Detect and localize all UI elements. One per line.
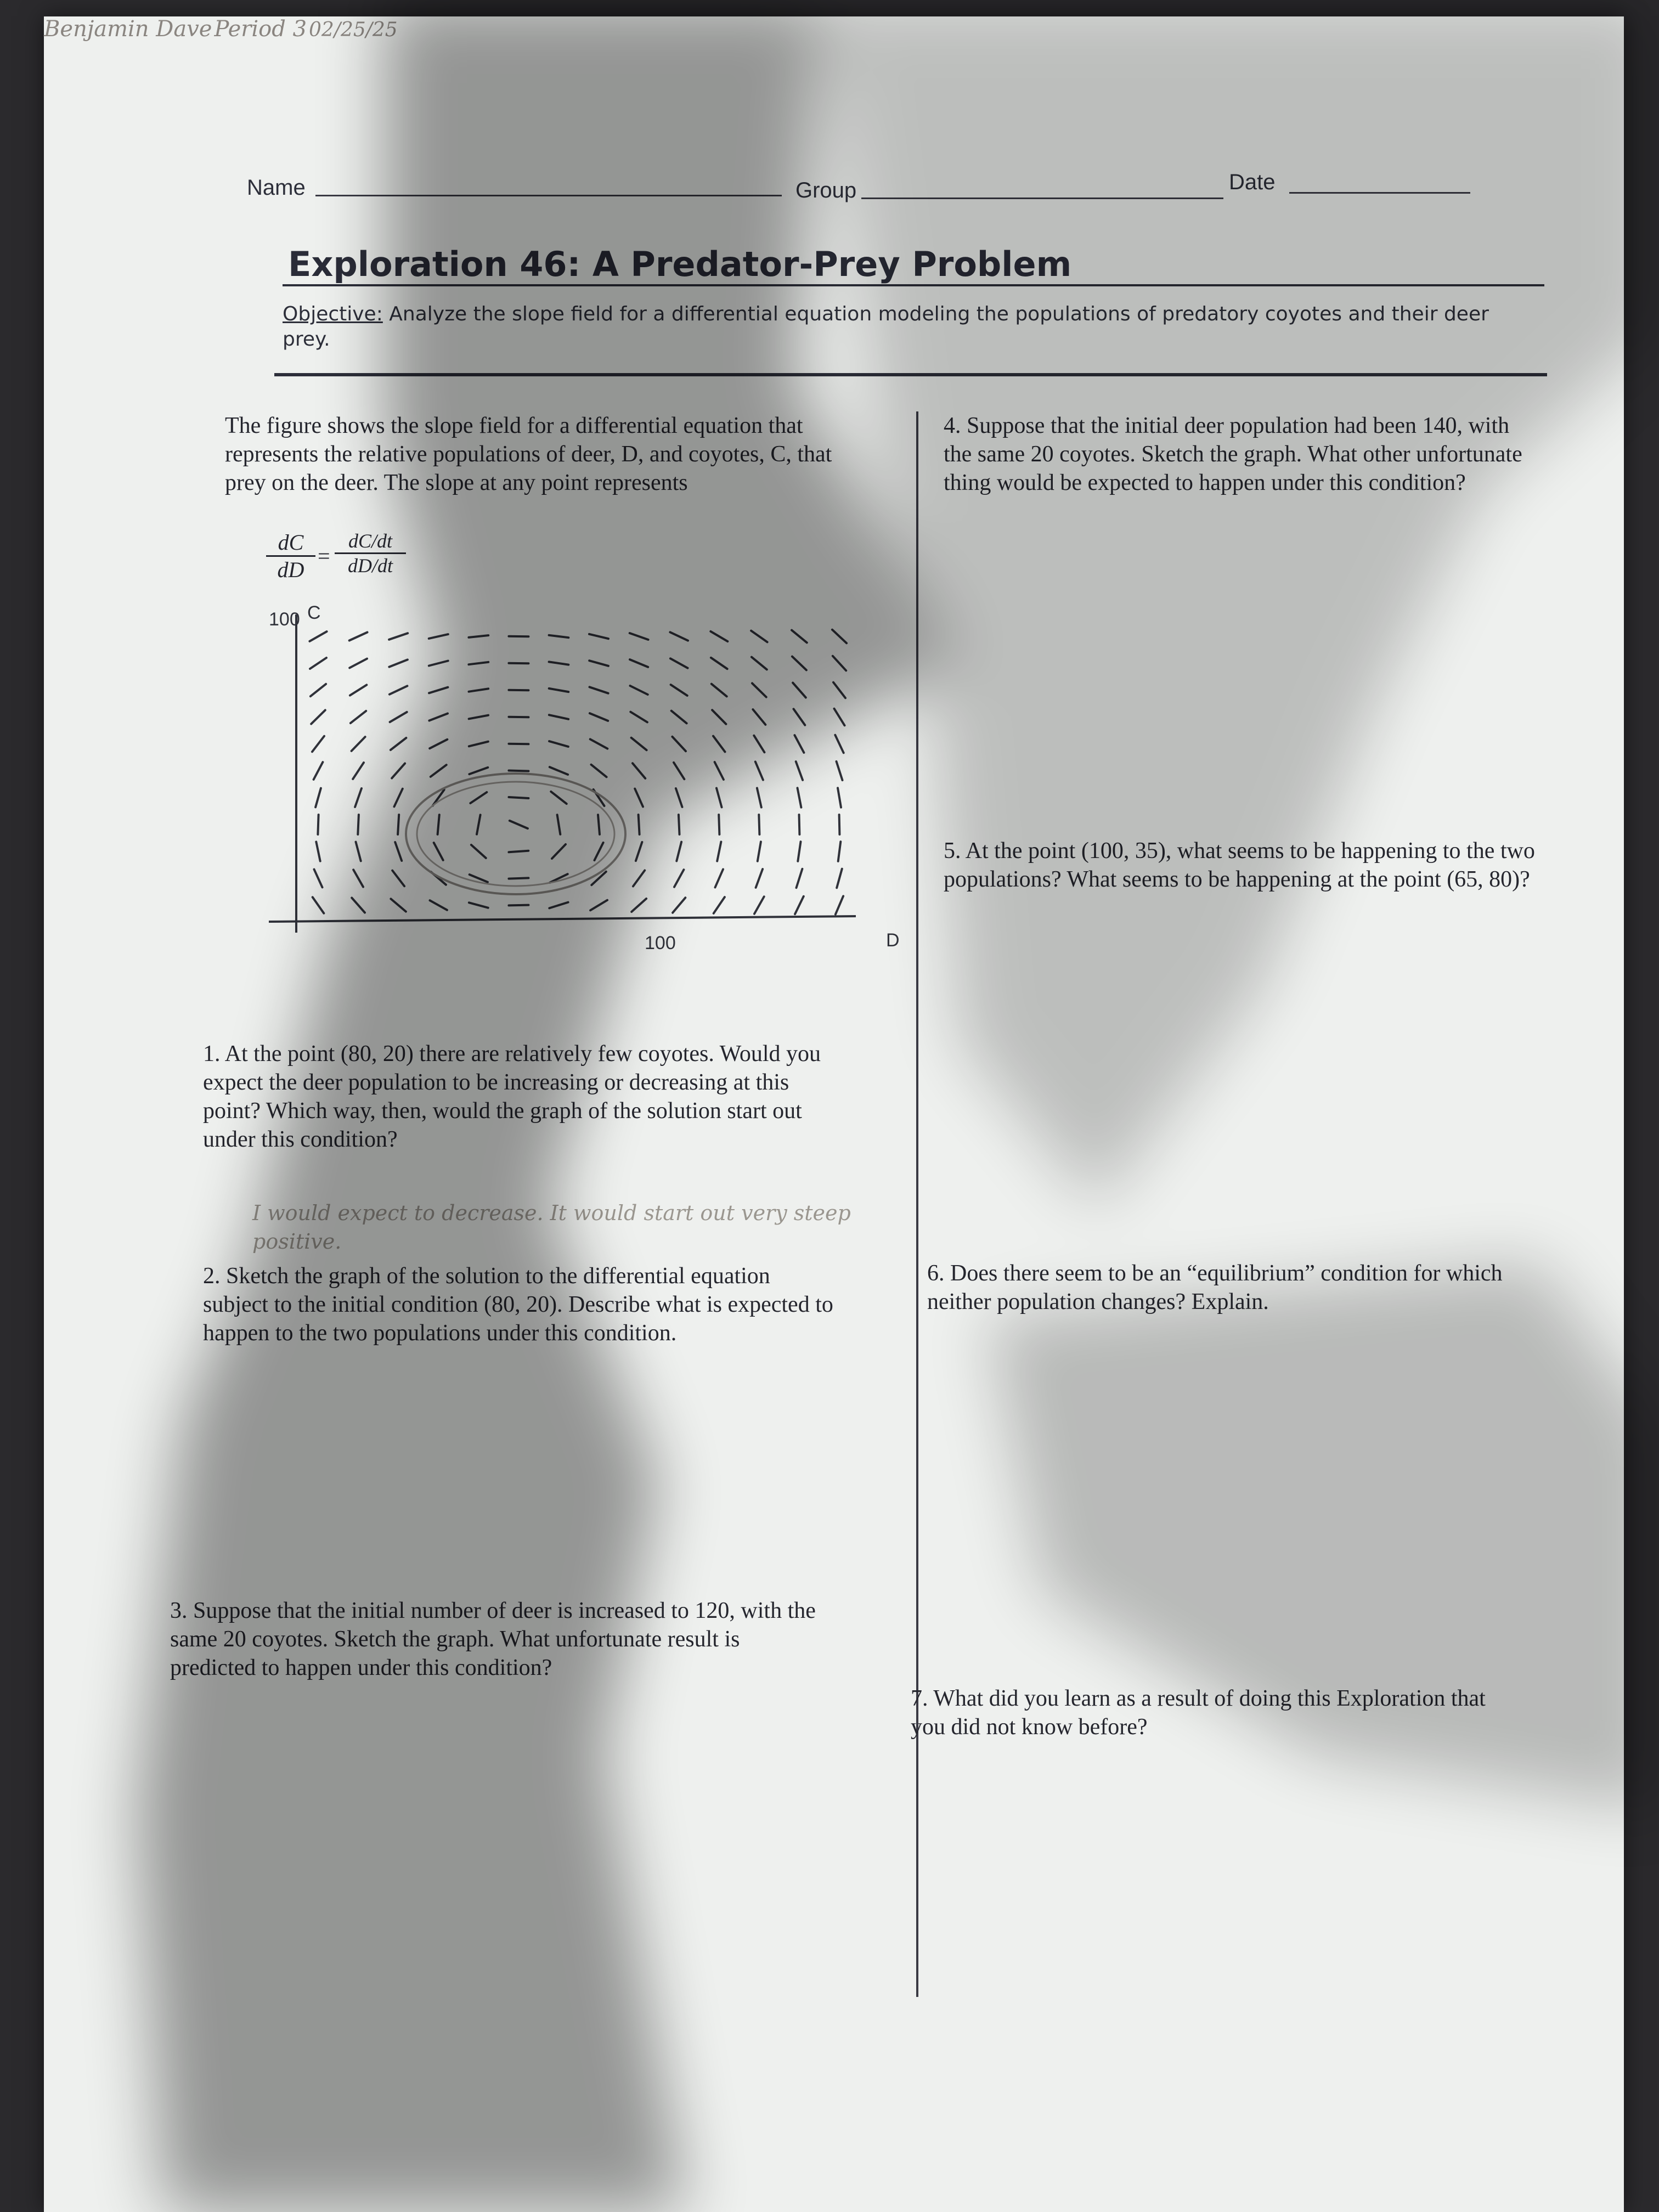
slope-mark <box>469 635 488 637</box>
slope-mark <box>715 870 724 888</box>
slope-mark <box>351 711 366 723</box>
slope-mark <box>469 689 489 691</box>
slope-mark <box>477 815 481 834</box>
slope-mark <box>355 788 362 807</box>
slope-mark <box>630 686 648 695</box>
slope-mark <box>311 710 325 724</box>
slope-mark <box>352 737 365 751</box>
slope-field-marks <box>309 630 847 915</box>
slope-mark <box>434 843 443 860</box>
slope-mark <box>717 842 721 861</box>
slope-mark <box>836 896 843 914</box>
slope-mark <box>549 902 568 909</box>
slope-mark <box>438 815 439 834</box>
slope-mark <box>391 738 407 750</box>
slope-mark <box>509 717 528 718</box>
slope-mark <box>674 763 684 779</box>
question-3: 3. Suppose that the initial number of deer is increased to 120, with the same 20 coyotes. Sketch the graph. What unfortunate result is predicted to happen under this condition? <box>170 1598 816 1680</box>
slope-mark <box>758 842 761 861</box>
slope-mark <box>796 761 803 780</box>
slope-mark <box>837 869 842 888</box>
question-1-answer: I would expect to decrease. It would start out very steep positive. <box>252 1201 851 1254</box>
slope-mark <box>636 842 642 861</box>
slope-mark <box>753 709 765 725</box>
slope-mark <box>838 842 841 861</box>
objective <box>283 302 1489 352</box>
slope-mark <box>430 900 447 910</box>
slope-mark <box>837 761 843 780</box>
slope-mark <box>549 715 568 719</box>
formula-rhs-num: dC/dt <box>335 529 406 554</box>
slope-mark <box>754 736 764 753</box>
slope-mark <box>679 815 680 834</box>
slope-mark <box>309 631 326 641</box>
y-tick-100: 100 <box>269 609 300 630</box>
slope-mark <box>833 682 845 698</box>
formula-rhs-den: dD/dt <box>347 555 393 577</box>
column-divider <box>916 411 918 1997</box>
question-2: 2. Sketch the graph of the solution to the differential equation subject to the initial condition (80, 20). Describe what is expected to happen to the two populations under this condition. <box>203 1263 833 1346</box>
slope-mark <box>391 899 406 911</box>
sketched-cycle-curve <box>406 774 625 894</box>
slope-mark <box>714 897 725 913</box>
slope-mark <box>834 709 845 726</box>
question-6: 6. Does there seem to be an “equilibrium” condition for which neither population changes? Explain. <box>927 1261 1503 1314</box>
date-value: 02/25/25 <box>309 19 398 41</box>
slope-mark <box>469 715 488 719</box>
slope-mark <box>394 789 403 807</box>
slope-mark <box>674 870 684 887</box>
slope-mark <box>353 870 363 887</box>
slope-mark <box>470 792 487 803</box>
slope-mark <box>352 898 365 913</box>
slope-mark <box>358 815 359 834</box>
slope-mark <box>792 630 807 643</box>
slope-mark <box>350 685 366 695</box>
question-7: 7. What did you learn as a result of doing this Exploration that you did not know before? <box>911 1686 1486 1740</box>
slope-mark <box>754 896 764 913</box>
objective-text: Analyze the slope field for a differential equation modeling the populations of predatory coyotes and their deer prey. <box>283 303 1489 351</box>
slope-mark <box>429 714 448 721</box>
slope-mark <box>673 898 685 912</box>
slope-mark <box>590 687 608 693</box>
slope-mark <box>630 712 647 723</box>
slope-mark <box>798 788 802 807</box>
slope-mark <box>353 763 364 779</box>
slope-mark <box>832 630 847 644</box>
objective-label: Objective: <box>283 303 383 325</box>
slope-mark <box>635 789 643 807</box>
slope-mark <box>715 762 724 780</box>
slope-mark <box>392 764 405 778</box>
slope-mark <box>591 765 607 777</box>
slope-mark <box>670 632 688 640</box>
date-line <box>1289 192 1470 194</box>
slope-mark <box>795 896 804 914</box>
slope-mark <box>631 899 646 912</box>
slope-mark <box>429 661 448 666</box>
slope-mark <box>713 736 725 752</box>
slope-mark <box>557 815 561 834</box>
question-1: 1. At the point (80, 20) there are relatively few coyotes. Would you expect the deer population to be increasing or decreasing at this point? Which way, then, would the graph of the solution start out under this condition? <box>203 1041 821 1152</box>
slope-mark <box>631 738 647 751</box>
slope-mark <box>552 844 566 859</box>
slope-mark <box>589 634 608 639</box>
page-title: Exploration 46: A Predator-Prey Problem <box>288 244 1072 284</box>
slope-mark <box>349 633 368 641</box>
slope-mark <box>390 686 408 694</box>
slope-mark <box>839 815 840 834</box>
slope-mark <box>676 842 681 861</box>
slope-mark <box>670 658 688 668</box>
slope-mark <box>755 761 763 780</box>
slope-mark <box>429 634 448 639</box>
objective-rule <box>274 373 1547 376</box>
slope-mark <box>835 735 843 753</box>
name-label: Name <box>247 176 306 200</box>
slope-mark <box>549 689 568 692</box>
slope-mark <box>549 635 569 637</box>
slope-mark <box>469 662 488 664</box>
slope-mark <box>671 685 687 696</box>
slope-mark <box>672 737 686 751</box>
slope-mark <box>392 871 404 887</box>
formula-lhs-num: dC <box>266 529 315 557</box>
slope-mark <box>390 712 407 722</box>
slope-mark <box>710 631 727 641</box>
slope-mark <box>389 659 408 667</box>
slope-mark <box>471 845 486 858</box>
intro-text: The figure shows the slope field for a differential equation that represents the relative populations of deer, D, and coyotes, C, that prey on the deer. The slope at any point represents <box>225 413 832 495</box>
slope-mark <box>792 657 806 670</box>
slope-mark <box>349 659 367 668</box>
slope-mark <box>469 742 488 747</box>
slope-mark <box>509 905 528 906</box>
slope-mark <box>639 815 640 834</box>
slope-mark <box>314 870 323 888</box>
slope-mark <box>797 869 803 888</box>
slope-mark <box>794 735 804 753</box>
slope-mark <box>716 788 722 808</box>
formula-equals: = <box>316 544 331 568</box>
slope-mark <box>469 768 488 774</box>
slope-mark <box>431 765 447 777</box>
slope-mark <box>398 815 399 834</box>
slope-mark <box>630 659 648 667</box>
formula-lhs-den: dD <box>277 557 304 582</box>
slope-mark <box>799 815 800 834</box>
group-line <box>861 198 1223 199</box>
slope-mark <box>590 713 608 721</box>
slope-mark <box>551 792 566 804</box>
group-value: Period 3 <box>214 16 307 42</box>
slope-mark <box>757 788 761 807</box>
slope-mark <box>630 633 648 640</box>
slope-mark <box>510 821 528 828</box>
slope-mark <box>711 658 727 669</box>
slope-mark <box>712 684 727 697</box>
slope-mark <box>589 661 608 666</box>
slope-mark <box>310 658 326 669</box>
formula-rhs <box>335 529 406 577</box>
slope-mark <box>312 736 324 752</box>
slope-mark <box>315 788 321 808</box>
y-axis-label: C <box>307 602 321 623</box>
slope-mark <box>794 709 805 725</box>
date-label: Date <box>1229 170 1276 194</box>
question-5: 5. At the point (100, 35), what seems to be happening to the two populations? What seems to be happening at the point (65, 80)? <box>944 838 1535 892</box>
slope-mark <box>833 656 846 671</box>
name-value: Benjamin Dave <box>44 16 212 42</box>
slope-mark <box>756 869 763 888</box>
slope-mark <box>672 711 687 724</box>
slope-mark <box>429 687 448 693</box>
slope-field-graph <box>208 592 911 1004</box>
slope-mark <box>550 767 568 775</box>
formula-lhs <box>266 529 315 583</box>
worksheet-page <box>44 16 1624 2212</box>
slope-mark <box>389 633 408 640</box>
slope-mark <box>316 842 320 861</box>
slope-mark <box>676 788 682 807</box>
slope-mark <box>314 762 323 780</box>
slope-mark <box>712 710 726 724</box>
slope-mark <box>395 842 402 861</box>
slope-mark <box>549 741 568 747</box>
x-axis <box>269 916 856 922</box>
slope-mark <box>549 662 569 664</box>
slope-mark <box>751 631 768 642</box>
title-rule <box>283 284 1544 286</box>
slope-mark <box>430 740 447 748</box>
slope-mark <box>598 815 600 834</box>
slope-mark <box>633 763 645 778</box>
group-label: Group <box>795 178 857 202</box>
slope-mark <box>590 900 607 911</box>
x-tick-100: 100 <box>645 933 676 953</box>
slope-mark <box>469 902 488 907</box>
slope-mark <box>752 657 767 670</box>
slope-mark <box>798 842 800 861</box>
question-4: 4. Suppose that the initial deer population had been 140, with the same 20 coyotes. Sketch the graph. What other unfortunate thing would be expected to happen under this condition? <box>944 413 1522 495</box>
slope-mark <box>313 897 324 913</box>
slope-mark <box>633 871 645 887</box>
slope-mark <box>356 842 361 861</box>
x-axis-label: D <box>886 930 900 951</box>
slope-mark <box>509 797 528 798</box>
slope-mark <box>509 851 528 853</box>
slope-mark <box>838 788 841 807</box>
slope-mark <box>311 684 326 696</box>
slope-mark <box>590 739 608 748</box>
slope-mark <box>752 683 766 697</box>
slope-mark <box>595 843 603 860</box>
name-line <box>315 195 782 196</box>
slope-mark <box>793 683 806 698</box>
